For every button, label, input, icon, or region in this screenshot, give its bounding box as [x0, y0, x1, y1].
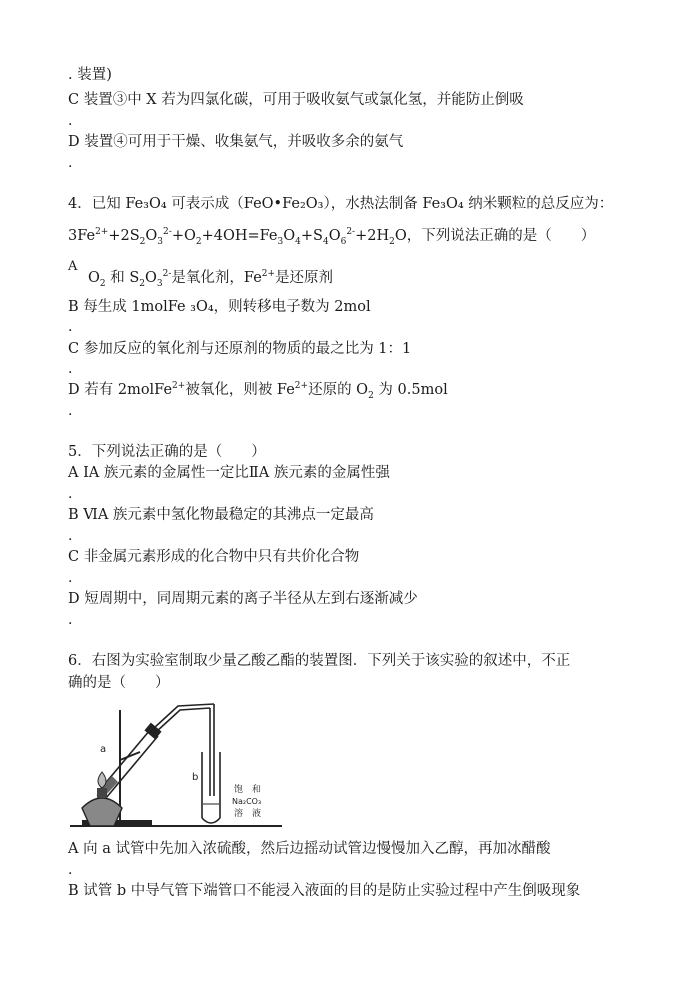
dot-marker: . [68, 319, 73, 335]
dot-marker: . [68, 528, 73, 544]
dot-marker: . [68, 862, 73, 878]
dot-marker: . [68, 570, 73, 586]
question-4-option-d: D 若有 2molFe$^{2+}$被氧化，则被 $Fe^{2+}$还原的 $O_2$ 为 0.5mol [68, 381, 448, 401]
question-5-option-a: A ⅠA 族元素的金属性一定比ⅡA 族元素的金属性强 [68, 465, 390, 481]
question-5-option-b: B ⅥA 族元素中氢化物最稳定的其沸点一定最高 [68, 507, 374, 523]
figure-text: Na₂CO₃ [232, 797, 262, 806]
dot-marker: . [68, 403, 73, 419]
question-4-equation: $3Fe^{2+}+2S_2O_3^{2-}+O_2+4OH=Fe_3O_4+S_4O_6^{2-}+2H_2O$，下列说法正确的是（ ） [68, 227, 596, 247]
dot-marker: . [68, 113, 73, 129]
question-4-option-c: C 参加反应的氧化剂与还原剂的物质的最之比为 1：1 [68, 341, 412, 357]
question-5-intro: 5．下列说法正确的是（ ） [68, 444, 266, 460]
dot-marker: . [68, 361, 73, 377]
figure-text: 溶 液 [234, 809, 262, 819]
dot-marker: . [68, 486, 73, 502]
question-4-intro: 4．已知 Fe₃O₄ 可表示成（FeO•Fe₂O₃），水热法制备 Fe₃O₄ 纳米颗粒的总反应为： [68, 196, 614, 212]
option-c: C 装置③中 X 若为四氯化碳，可用于吸收氨气或氯化氢，并能防止倒吸 [68, 92, 524, 108]
question-4-option-b: B 每生成 1molFe ₃O₄，则转移电子数为 2mol [68, 299, 371, 315]
option-a-letter: A [68, 259, 78, 274]
option-d: D 装置④可用于干燥、收集氨气，并吸收多余的氨气 [68, 134, 404, 150]
question-6-intro: 6．右图为实验室制取少量乙酸乙酯的装置图．下列关于该实验的叙述中，不正 [68, 653, 571, 669]
dot-marker: . [68, 612, 73, 628]
question-6-option-b: B 试管 b 中导气管下端管口不能浸入液面的目的是防止实验过程中产生倒吸现象 [68, 883, 581, 899]
question-5-option-d: D 短周期中，同周期元素的离子半径从左到右逐渐减少 [68, 591, 418, 607]
question-5-option-c: C 非金属元素形成的化合物中只有共价化合物 [68, 549, 360, 565]
question-4-option-a: $O_2$ 和 $S_2O_3^{2-}$是氧化剂，$Fe^{2+}$是还原剂 [88, 269, 334, 289]
dot-marker: . [68, 155, 73, 171]
question-6-option-a: A 向 a 试管中先加入浓硫酸，然后边摇动试管边慢慢加入乙醇，再加冰醋酸 [68, 841, 551, 857]
label-b: b [192, 772, 199, 783]
figure-text: 饱 和 [234, 785, 262, 795]
label-a: a [100, 744, 107, 755]
apparatus-figure [68, 700, 288, 832]
text-line: . 装置) [68, 67, 112, 83]
question-6-intro-cont: 确的是（ ） [68, 675, 170, 691]
